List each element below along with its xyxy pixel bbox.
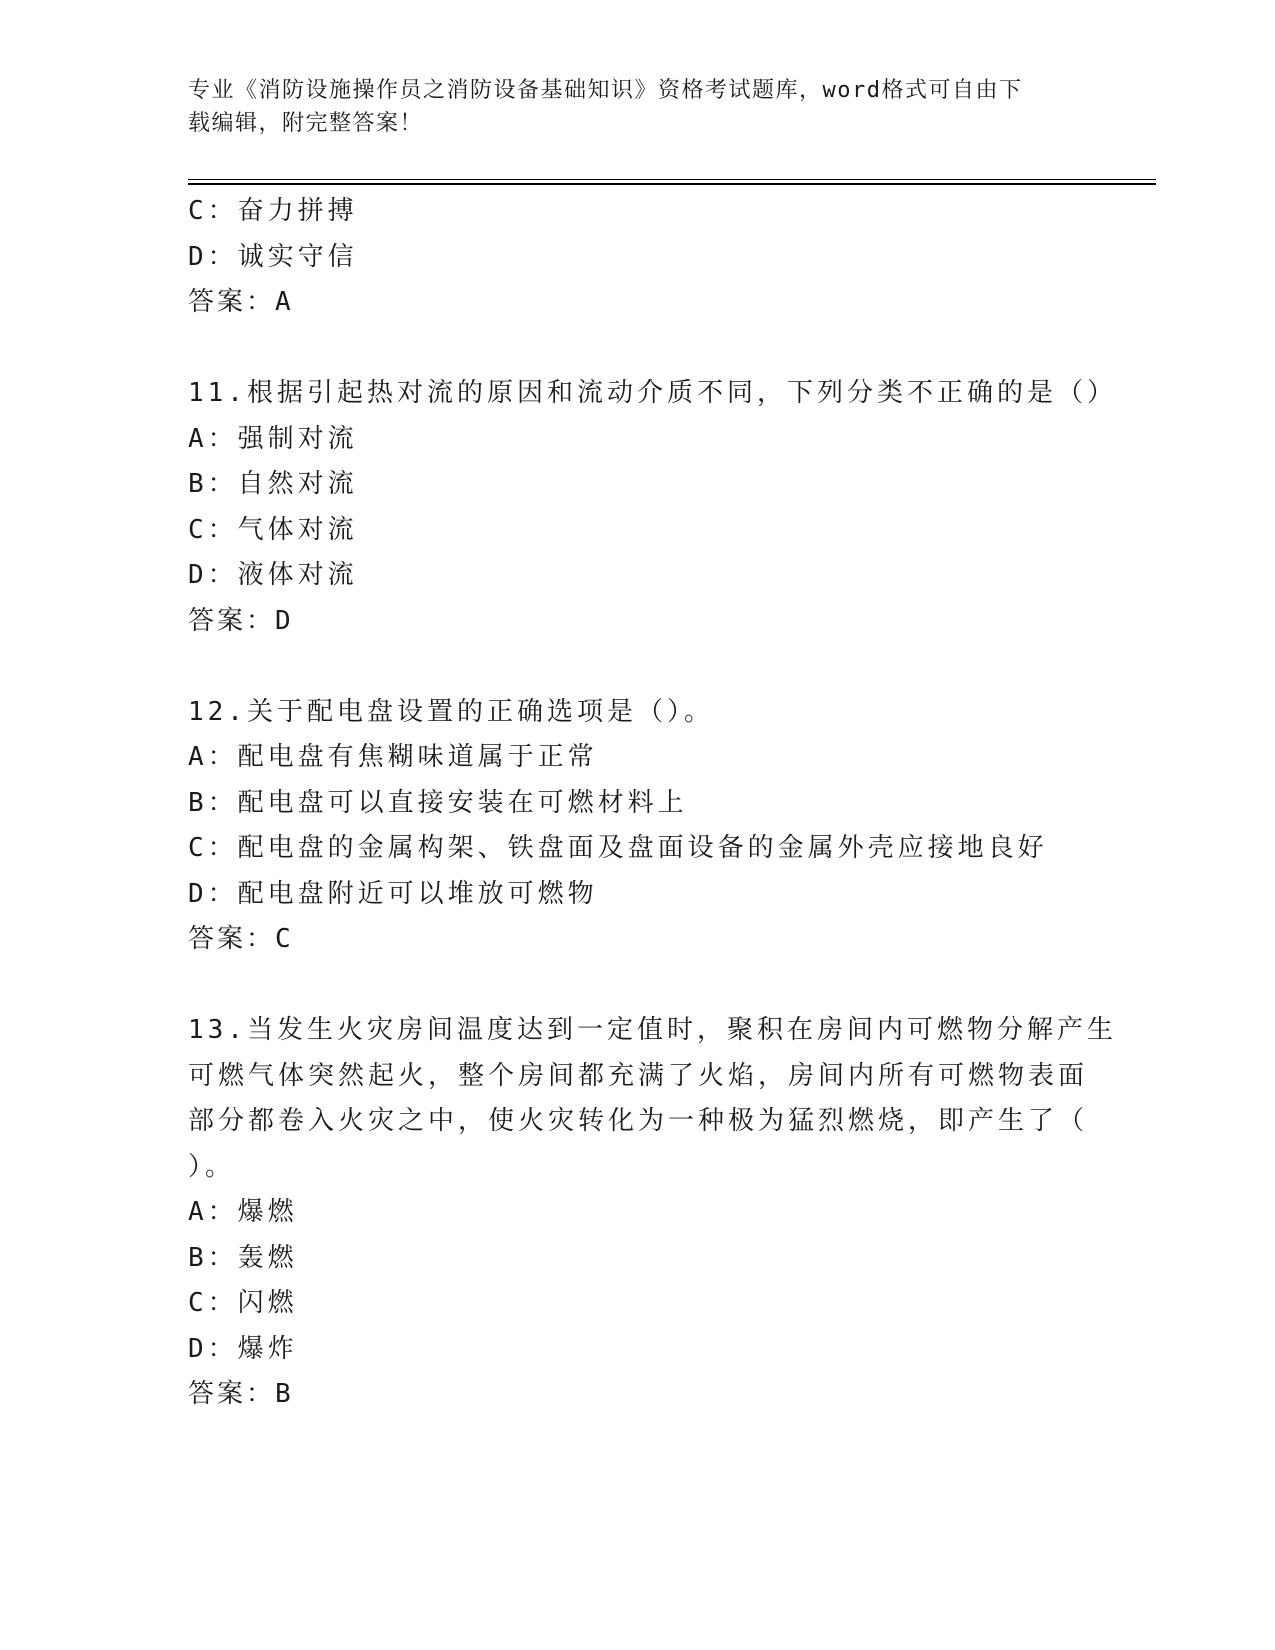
- question-content: [188, 189, 1117, 1418]
- header-line-1: 专业《消防设施操作员之消防设备基础知识》资格考试题库，word格式可自由下: [188, 78, 1023, 103]
- option-a: A：配电盘有焦糊味道属于正常: [188, 742, 598, 772]
- question-stem-line-2: 可燃气体突然起火，整个房间都充满了火焰，房间内所有可燃物表面: [188, 1060, 1089, 1091]
- question-stem-line-4: ）。: [188, 1151, 236, 1182]
- option-d: D：配电盘附近可以堆放可燃物: [188, 878, 598, 909]
- spacer: [188, 963, 1088, 1009]
- option-c: C：奋力拼搏: [188, 196, 358, 226]
- option-a: A：强制对流: [188, 423, 358, 454]
- question-stem-line-1: 13.当发生火灾房间温度达到一定值时，聚积在房间内可燃物分解产生: [188, 1015, 1117, 1045]
- answer-line: 答案：D: [188, 605, 294, 636]
- option-c: C：闪燃: [188, 1288, 298, 1318]
- question-stem: 11.根据引起热对流的原因和流动介质不同，下列分类不正确的是（）: [188, 378, 1117, 408]
- option-b: B：配电盘可以直接安装在可燃材料上: [188, 787, 688, 818]
- document-header: [188, 74, 1088, 140]
- option-b: B：自然对流: [188, 469, 358, 499]
- option-d: D：液体对流: [188, 560, 358, 590]
- option-d: D：诚实守信: [188, 241, 358, 272]
- question-12: [188, 690, 1088, 963]
- answer-line: 答案：A: [188, 287, 294, 317]
- header-divider-thin: [188, 179, 1156, 180]
- spacer: [188, 326, 1088, 372]
- question-13: [188, 1008, 1117, 1418]
- option-b: B：轰燃: [188, 1242, 298, 1273]
- option-c: C：配电盘的金属构架、铁盘面及盘面设备的金属外壳应接地良好: [188, 833, 1048, 863]
- answer-line: 答案：C: [188, 924, 294, 954]
- question-stem: 12.关于配电盘设置的正确选项是（）。: [188, 696, 714, 727]
- spacer: [188, 644, 1088, 690]
- prev-question-block: [188, 189, 1088, 326]
- option-d: D：爆炸: [188, 1333, 298, 1364]
- header-line-2: 载编辑，附完整答案！: [188, 111, 424, 136]
- option-c: C：气体对流: [188, 514, 358, 545]
- question-stem-line-3: 部分都卷入火灾之中，使火灾转化为一种极为猛烈燃烧，即产生了（: [188, 1106, 1089, 1136]
- option-a: A：爆燃: [188, 1197, 298, 1227]
- answer-line: 答案：B: [188, 1379, 294, 1409]
- header-divider-thick: [188, 183, 1156, 185]
- question-11: [188, 371, 1117, 644]
